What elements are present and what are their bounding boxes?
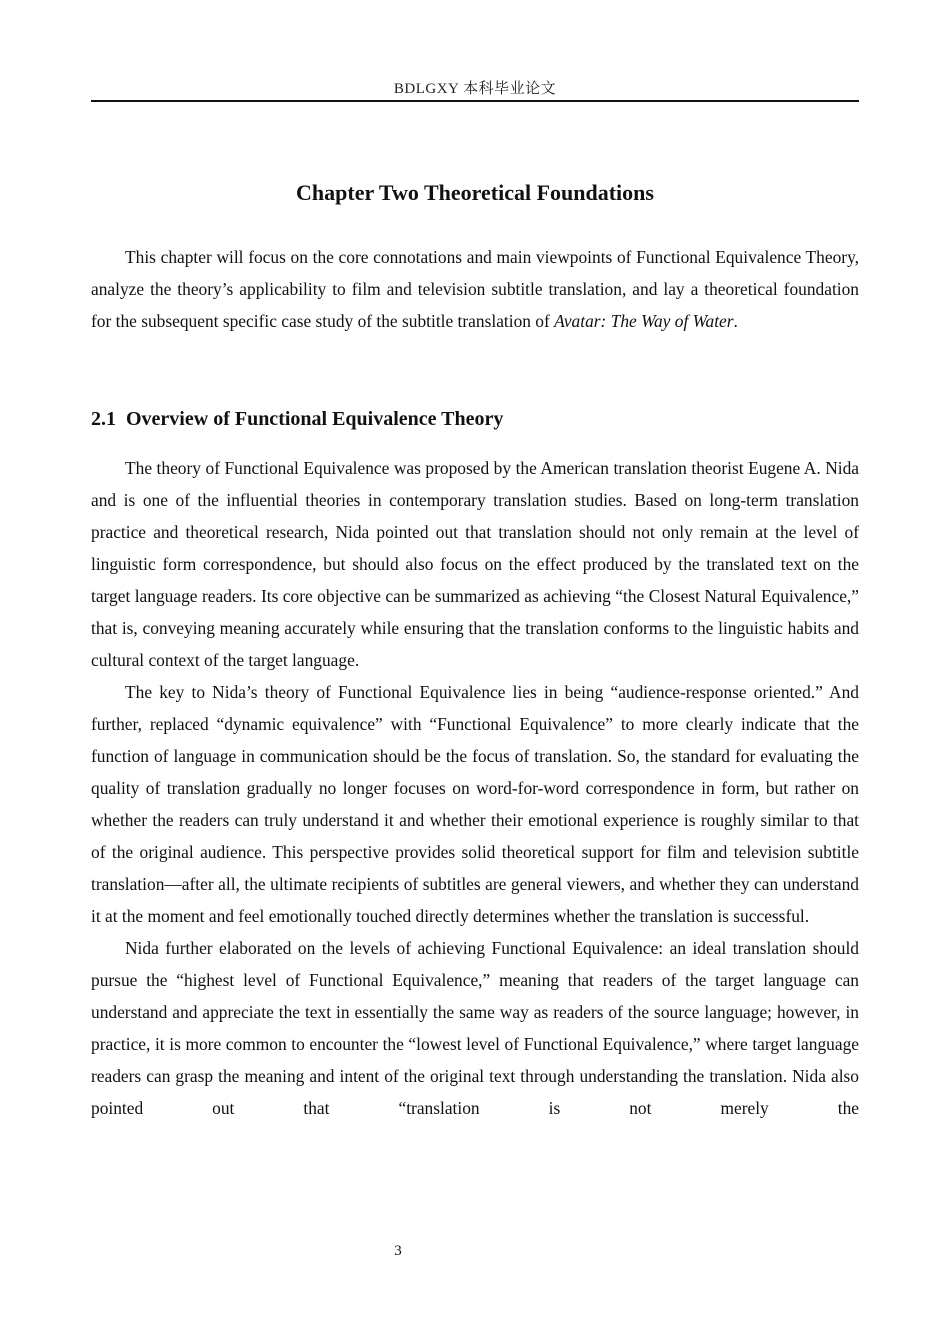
chapter-intro-paragraph: [91, 241, 859, 337]
paragraph-3: Nida further elaborated on the levels of achieving Functional Equivalence: an ideal translation should pursue the “highest level of Functional Equivalence,” meaning that readers of the target language can understand and appreciate the text in essentially the same way as readers of the source language; however, in practice, it is more common to encounter the “lowest level of Functional Equivalence,” where target language readers can grasp the meaning and intent of the original text through understanding the translation. Nida also pointed out that “translation is not merely the: [91, 938, 859, 1118]
page-number: 3: [394, 1243, 402, 1259]
chapter-title: Chapter Two Theoretical Foundations: [296, 180, 654, 205]
paragraph-1: The theory of Functional Equivalence was proposed by the American translation theorist Eugene A. Nida and is one of the influential theories in contemporary translation studies. Based on long-term translation practice and theoretical research, Nida pointed out that translation should not only remain at the level of linguistic form correspondence, but should also focus on the effect produced by the translated text on the target language readers. Its core objective can be summarized as achieving “the Closest Natural Equivalence,” that is, conveying meaning accurately while ensuring that the translation conforms to the linguistic habits and cultural context of the target language.: [91, 458, 859, 670]
intro-end: .: [733, 311, 738, 331]
running-header: BDLGXY 本科毕业论文: [393, 81, 557, 97]
intro-text: This chapter will focus on the core connotations and main viewpoints of Functional Equivalence Theory, analyze the theory’s applicability to film and television subtitle translation, and lay a theoretical foundation for the subsequent specific case study of the subtitle translation of: [91, 247, 859, 331]
paragraph-2: The key to Nida’s theory of Functional Equivalence lies in being “audience-response oriented.” And further, replaced “dynamic equivalence” with “Functional Equivalence” to more clearly indicate that the function of language in communication should be the focus of translation. So, the standard for evaluating the quality of translation gradually no longer focuses on word-for-word correspondence in form, but rather on whether the readers can truly understand it and whether their emotional experience is roughly similar to that of the original audience. This perspective provides solid theoretical support for film and television subtitle translation—after all, the ultimate recipients of subtitles are general viewers, and whether they can understand it at the moment and feel emotionally touched directly determines whether the translation is successful.: [91, 682, 859, 926]
film-title: Avatar: The Way of Water: [554, 311, 734, 331]
section-heading-2-1: 2.1 Overview of Functional Equivalence Theory: [91, 408, 504, 430]
section-2-1-body: [91, 452, 859, 1124]
header-rule: [91, 100, 859, 102]
chapter-intro-block: [91, 241, 859, 337]
